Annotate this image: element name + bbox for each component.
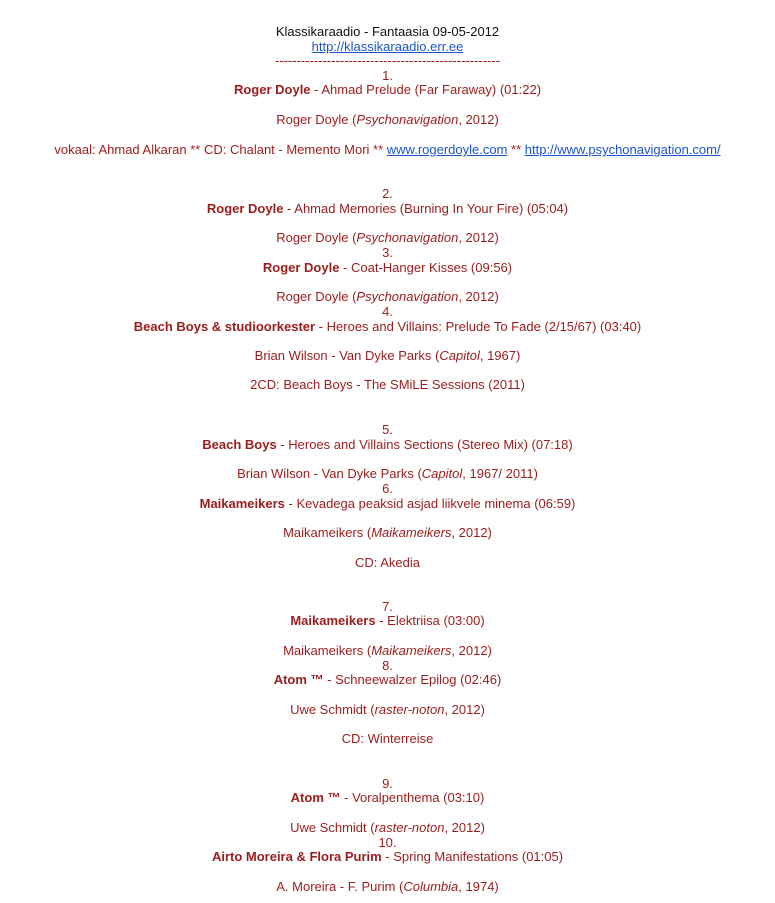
track-credit: A. Moreira - F. Purim (Columbia, 1974) <box>276 879 499 894</box>
track-line <box>0 790 775 805</box>
track-credit: Uwe Schmidt (raster-noton, 2012) <box>290 702 485 717</box>
track-artist: Beach Boys & studioorkester <box>133 319 316 334</box>
track-number: 5. <box>382 422 393 437</box>
track-number: 10. <box>378 835 397 850</box>
track-artist: Roger Doyle <box>262 260 340 275</box>
track-credit: Brian Wilson - Van Dyke Parks (Capitol, 1967/ 2011) <box>237 466 538 481</box>
track-number: 1. <box>382 68 393 83</box>
track-credit: Roger Doyle (Psychonavigation, 2012) <box>276 112 499 127</box>
track-number: 9. <box>382 776 393 791</box>
track-artist: Airto Moreira & Flora Purim <box>211 849 382 864</box>
track-line <box>0 82 775 97</box>
track-credit: Maikameikers (Maikameikers, 2012) <box>283 525 492 540</box>
track-note: vokaal: Ahmad Alkaran ** CD: Chalant - Memento Mori ** www.rogerdoyle.com ** http://www.psychonavigation.com/ <box>54 142 721 157</box>
track-title: - Elektriisa (03:00) <box>375 613 485 628</box>
track-artist: Atom ™ <box>273 672 324 687</box>
site-link[interactable]: http://klassikaraadio.err.ee <box>311 39 464 54</box>
track-line <box>0 613 775 628</box>
track-artist: Maikameikers <box>199 496 285 511</box>
track-number: 6. <box>382 481 393 496</box>
rogerdoyle-link[interactable]: www.rogerdoyle.com <box>386 142 508 157</box>
track-artist: Beach Boys <box>202 437 277 452</box>
track-artist: Roger Doyle <box>206 201 284 216</box>
track-line <box>0 201 775 216</box>
track-title: - Ahmad Memories (Burning In Your Fire) (05:04) <box>283 201 569 216</box>
track-credit: Roger Doyle (Psychonavigation, 2012) <box>276 230 499 245</box>
track-artist: Atom ™ <box>290 790 341 805</box>
psychonavigation-link[interactable]: http://www.psychonavigation.com/ <box>524 142 721 157</box>
track-note: CD: Akedia <box>354 555 421 570</box>
track-line <box>0 849 775 864</box>
divider: ---------------------------------------------------- <box>274 53 501 68</box>
track-title: - Heroes and Villains: Prelude To Fade (2/15/67) (03:40) <box>315 319 642 334</box>
track-title: - Ahmad Prelude (Far Faraway) (01:22) <box>310 82 542 97</box>
track-credit: Uwe Schmidt (raster-noton, 2012) <box>290 820 485 835</box>
track-artist: Maikameikers <box>290 613 376 628</box>
track-credit: Maikameikers (Maikameikers, 2012) <box>283 643 492 658</box>
track-line <box>0 260 775 275</box>
track-number: 7. <box>382 599 393 614</box>
track-artist: Roger Doyle <box>233 82 311 97</box>
track-title: - Voralpenthema (03:10) <box>340 790 485 805</box>
track-note: 2CD: Beach Boys - The SMiLE Sessions (2011) <box>250 377 525 392</box>
track-credit: Brian Wilson - Van Dyke Parks (Capitol, 1967) <box>254 348 521 363</box>
track-credit: Roger Doyle (Psychonavigation, 2012) <box>276 289 499 304</box>
track-title: - Schneewalzer Epilog (02:46) <box>323 672 502 687</box>
track-number: 3. <box>382 245 393 260</box>
track-line <box>0 496 775 511</box>
track-number: 4. <box>382 304 393 319</box>
track-title: - Coat-Hanger Kisses (09:56) <box>339 260 513 275</box>
track-title: - Kevadega peaksid asjad liikvele minema (06:59) <box>284 496 576 511</box>
track-line <box>0 672 775 687</box>
track-title: - Spring Manifestations (01:05) <box>381 849 564 864</box>
track-note: CD: Winterreise <box>341 731 434 746</box>
track-number: 8. <box>382 658 393 673</box>
track-number: 2. <box>382 186 393 201</box>
page-title: Klassikaraadio - Fantaasia 09-05-2012 <box>275 24 500 39</box>
track-title: - Heroes and Villains Sections (Stereo Mix) (07:18) <box>276 437 573 452</box>
track-line <box>0 319 775 334</box>
track-line <box>0 437 775 452</box>
